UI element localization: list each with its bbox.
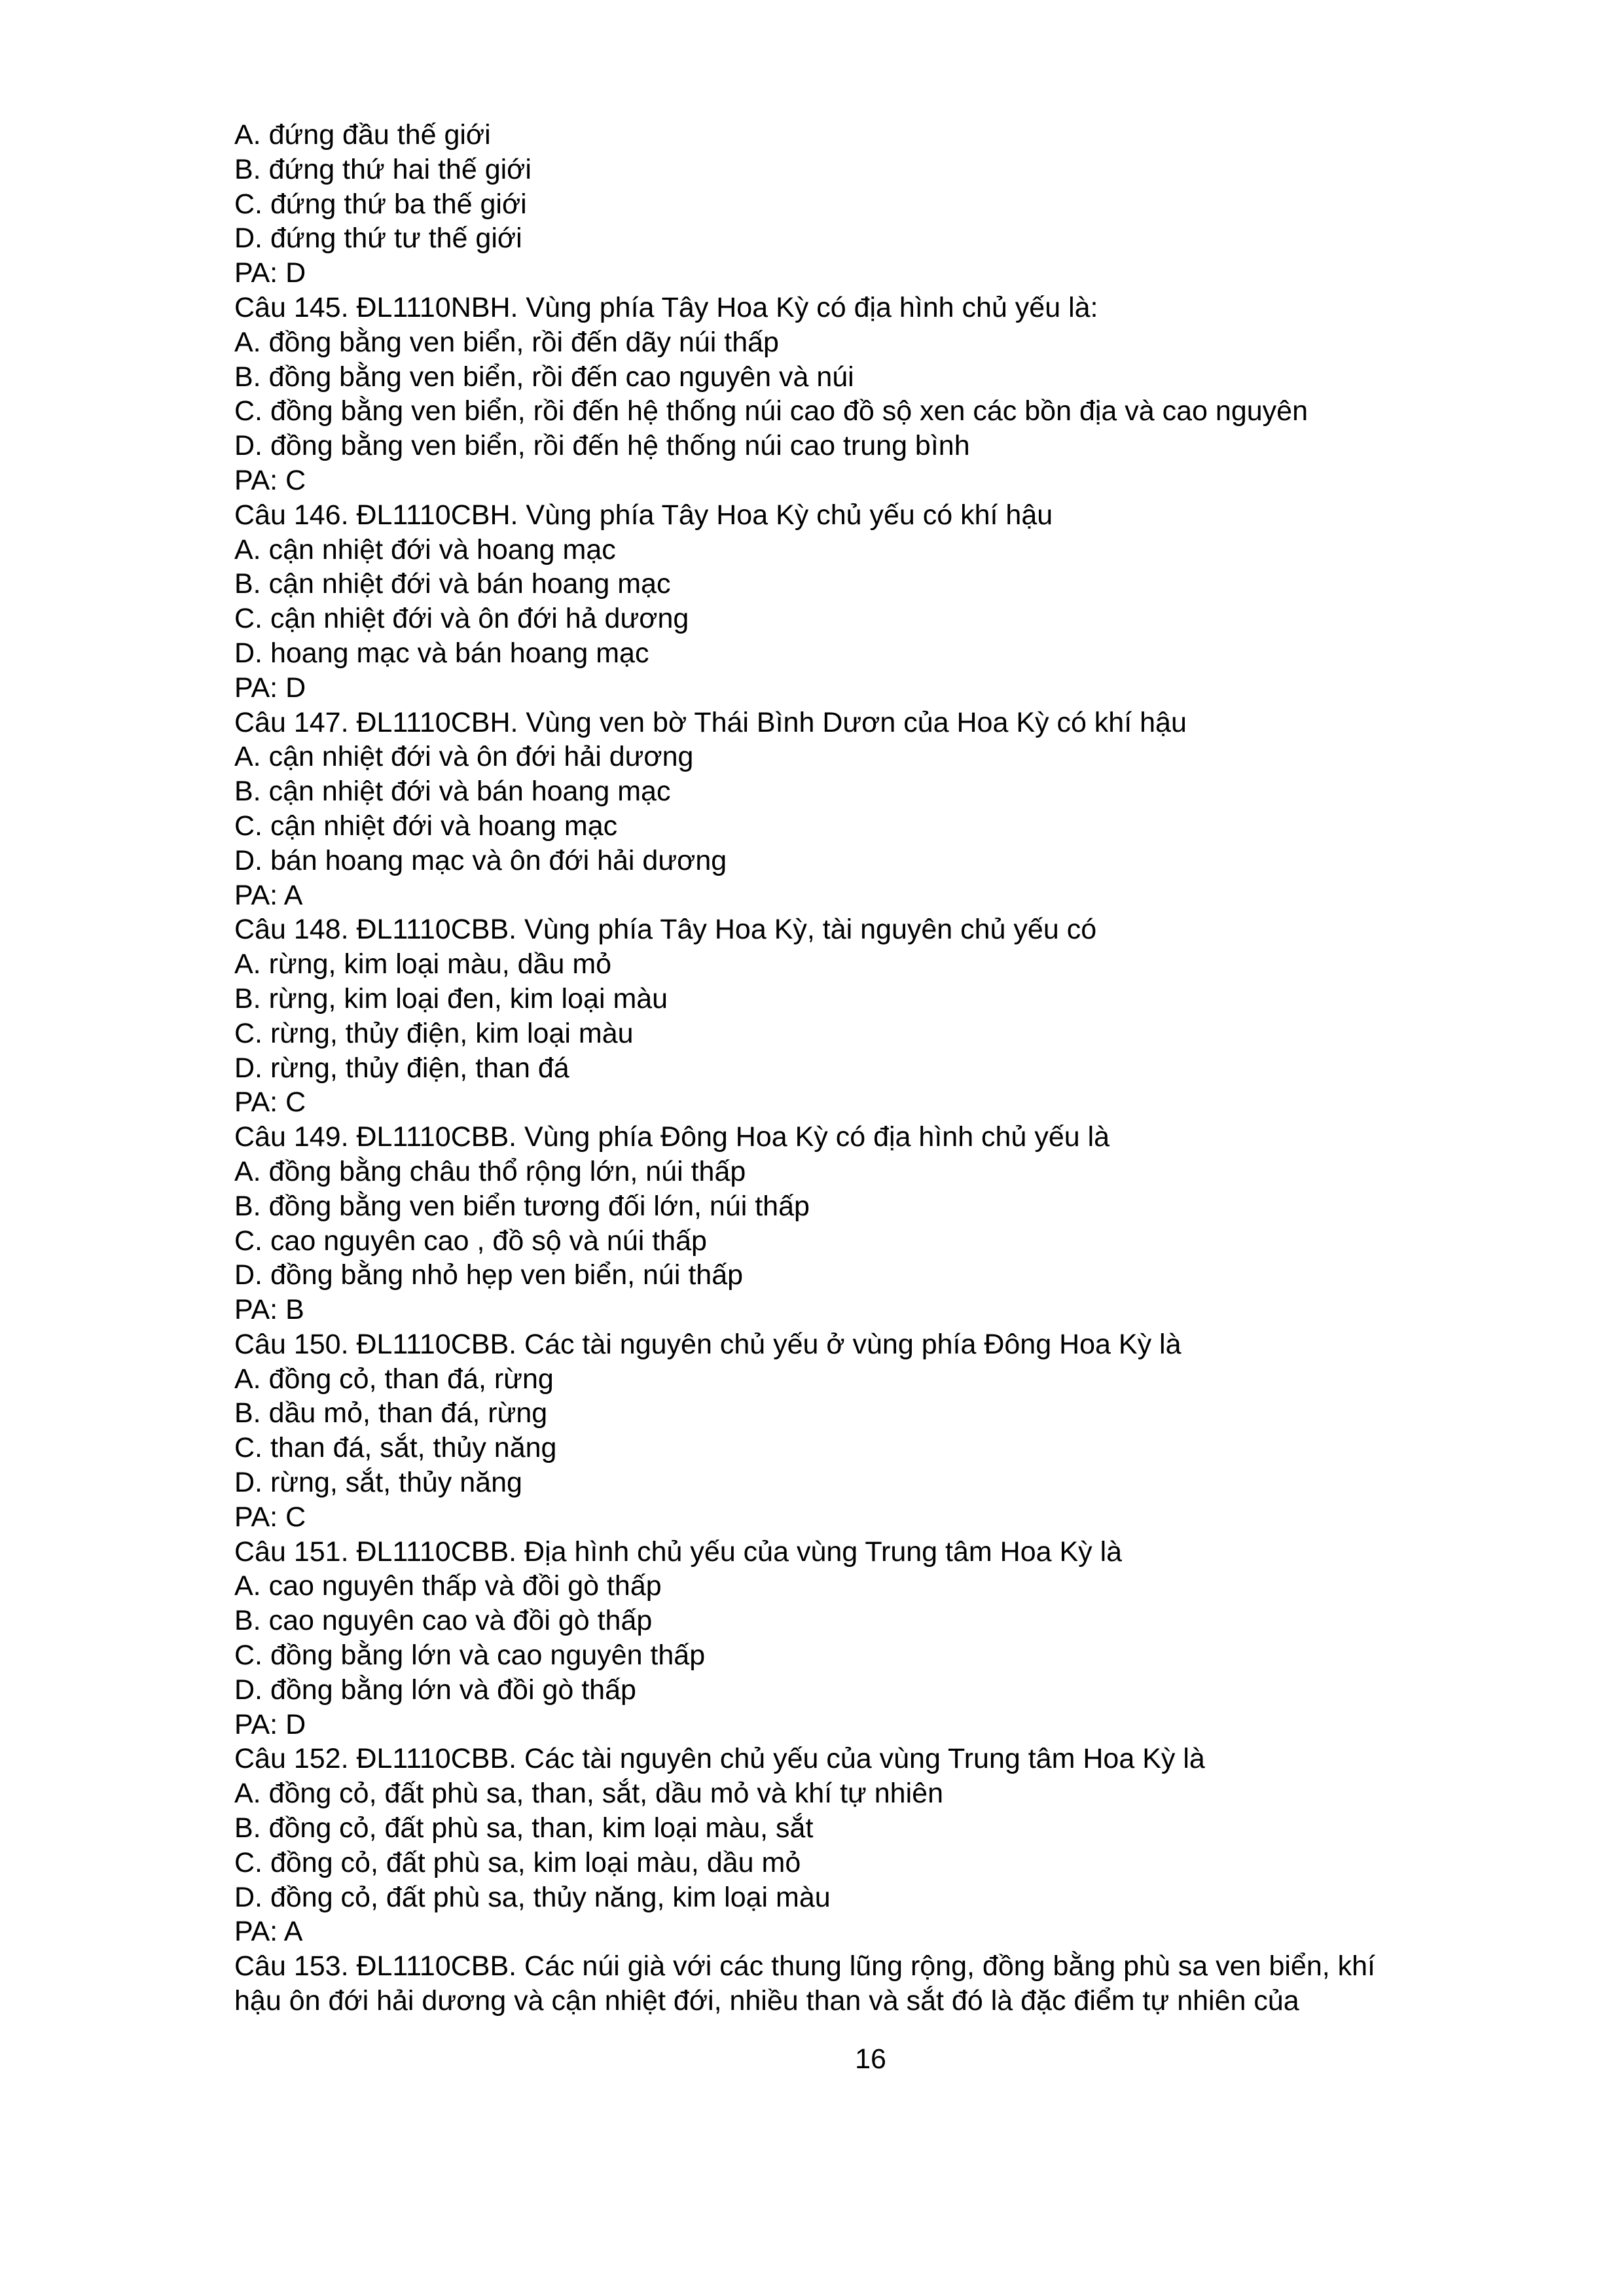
- option-c: C. than đá, sắt, thủy năng: [234, 1432, 557, 1464]
- option-b: B. dầu mỏ, than đá, rừng: [234, 1397, 548, 1429]
- option-c: C. cận nhiệt đới và ôn đới hả dương: [234, 603, 689, 635]
- answer-key: PA: A: [234, 879, 303, 911]
- question-stem: Câu 149. ĐL1110CBB. Vùng phía Đông Hoa Kỳ có địa hình chủ yếu là: [234, 1121, 1110, 1153]
- question-149: [234, 1120, 1478, 1327]
- question-stem-line-1: Câu 153. ĐL1110CBB. Các núi già với các thung lũng rộng, đồng bằng phù sa ven biển, khí: [234, 1950, 1375, 1982]
- answer-key: PA: C: [234, 1086, 306, 1119]
- question-stem: Câu 150. ĐL1110CBB. Các tài nguyên chủ yếu ở vùng phía Đông Hoa Kỳ là: [234, 1328, 1182, 1360]
- option-b: B. đồng bằng ven biển, rồi đến cao nguyên và núi: [234, 361, 854, 393]
- option-a: A. đồng cỏ, than đá, rừng: [234, 1363, 554, 1395]
- option-b: B. đồng cỏ, đất phù sa, than, kim loại màu, sắt: [234, 1812, 814, 1844]
- option-d: D. đồng bằng ven biển, rồi đến hệ thống núi cao trung bình: [234, 430, 970, 462]
- option-d: D. rừng, sắt, thủy năng: [234, 1467, 522, 1499]
- option-d: D. đứng thứ tư thế giới: [234, 223, 522, 255]
- option-b: B. đứng thứ hai thế giới: [234, 153, 532, 185]
- answer-key: PA: B: [234, 1294, 304, 1326]
- question-stem: Câu 145. ĐL1110NBH. Vùng phía Tây Hoa Kỳ có địa hình chủ yếu là:: [234, 291, 1098, 323]
- question-150: [234, 1327, 1478, 1535]
- option-c: C. cao nguyên cao , đồ sộ và núi thấp: [234, 1225, 707, 1257]
- option-d: D. đồng bằng lớn và đồi gò thấp: [234, 1674, 636, 1706]
- question-152: [234, 1742, 1478, 1949]
- option-c: C. rừng, thủy điện, kim loại màu: [234, 1017, 634, 1049]
- question-146: [234, 498, 1478, 706]
- question-145: [234, 291, 1478, 498]
- option-b: B. cận nhiệt đới và bán hoang mạc: [234, 568, 671, 600]
- answer-key: PA: C: [234, 464, 306, 496]
- question-stem: Câu 146. ĐL1110CBH. Vùng phía Tây Hoa Kỳ chủ yếu có khí hậu: [234, 499, 1053, 531]
- answer-key: PA: D: [234, 257, 306, 289]
- option-a: A. cận nhiệt đới và hoang mạc: [234, 533, 616, 565]
- option-a: A. đồng cỏ, đất phù sa, than, sắt, dầu mỏ và khí tự nhiên: [234, 1778, 943, 1810]
- question-151: [234, 1535, 1478, 1742]
- intro-block: [234, 118, 1478, 291]
- option-b: B. cao nguyên cao và đồi gò thấp: [234, 1605, 653, 1637]
- option-a: A. đồng bằng ven biển, rồi đến dãy núi thấp: [234, 326, 779, 358]
- answer-key: PA: A: [234, 1916, 303, 1948]
- option-b: B. đồng bằng ven biển tương đối lớn, núi thấp: [234, 1190, 810, 1222]
- option-a: A. đứng đầu thế giới: [234, 119, 491, 151]
- question-stem: Câu 151. ĐL1110CBB. Địa hình chủ yếu của vùng Trung tâm Hoa Kỳ là: [234, 1535, 1123, 1568]
- option-c: C. đồng cỏ, đất phù sa, kim loại màu, dầu mỏ: [234, 1846, 801, 1878]
- answer-key: PA: D: [234, 672, 306, 704]
- page-content: [234, 118, 1478, 2018]
- option-b: B. rừng, kim loại đen, kim loại màu: [234, 982, 668, 1014]
- option-d: D. đồng bằng nhỏ hẹp ven biển, núi thấp: [234, 1259, 744, 1291]
- option-a: A. đồng bằng châu thổ rộng lớn, núi thấp: [234, 1155, 746, 1187]
- option-b: B. cận nhiệt đới và bán hoang mạc: [234, 776, 671, 808]
- question-stem: Câu 152. ĐL1110CBB. Các tài nguyên chủ yếu của vùng Trung tâm Hoa Kỳ là: [234, 1743, 1205, 1775]
- option-d: D. bán hoang mạc và ôn đới hải dương: [234, 844, 727, 876]
- question-stem: Câu 148. ĐL1110CBB. Vùng phía Tây Hoa Kỳ, tài nguyên chủ yếu có: [234, 914, 1097, 946]
- option-a: A. cận nhiệt đới và ôn đới hải dương: [234, 741, 694, 773]
- question-148: [234, 912, 1478, 1120]
- option-c: C. đứng thứ ba thế giới: [234, 188, 527, 220]
- question-147: [234, 706, 1478, 913]
- option-a: A. cao nguyên thấp và đồi gò thấp: [234, 1570, 662, 1602]
- question-stem: Câu 147. ĐL1110CBH. Vùng ven bờ Thái Bình Dươn của Hoa Kỳ có khí hậu: [234, 706, 1187, 738]
- answer-key: PA: D: [234, 1708, 306, 1740]
- option-d: D. hoang mạc và bán hoang mạc: [234, 637, 649, 669]
- page-number: 16: [855, 2043, 886, 2075]
- option-d: D. đồng cỏ, đất phù sa, thủy năng, kim loại màu: [234, 1881, 831, 1913]
- answer-key: PA: C: [234, 1501, 306, 1533]
- option-c: C. đồng bằng lớn và cao nguyên thấp: [234, 1640, 706, 1672]
- option-c: C. cận nhiệt đới và hoang mạc: [234, 810, 618, 842]
- option-a: A. rừng, kim loại màu, dầu mỏ: [234, 948, 612, 980]
- question-153: [234, 1949, 1478, 2018]
- option-d: D. rừng, thủy điện, than đá: [234, 1052, 569, 1084]
- question-stem-line-2: hậu ôn đới hải dương và cận nhiệt đới, nhiều than và sắt đó là đặc điểm tự nhiên của: [234, 1985, 1299, 2017]
- option-c: C. đồng bằng ven biển, rồi đến hệ thống núi cao đồ sộ xen các bồn địa và cao nguyên: [234, 395, 1308, 427]
